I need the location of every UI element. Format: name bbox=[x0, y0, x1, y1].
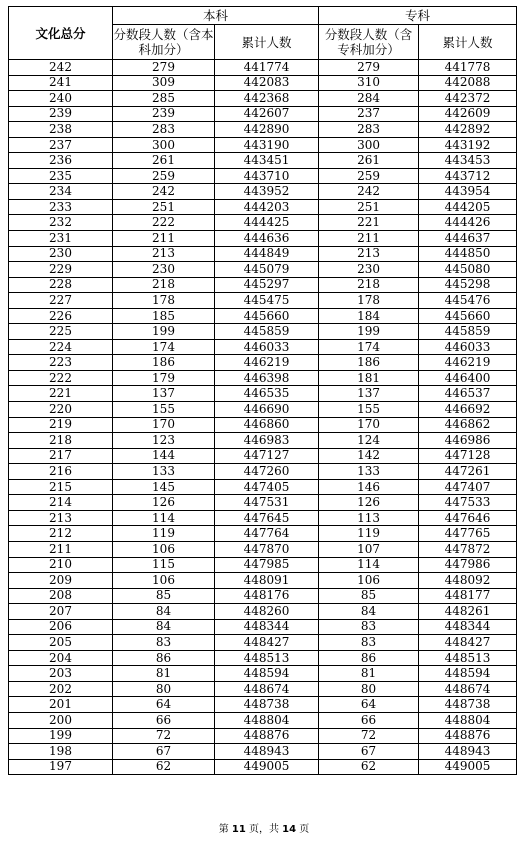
cell-vocational-count: 155 bbox=[319, 402, 419, 418]
cell-undergrad-cumulative: 447531 bbox=[215, 495, 319, 511]
cell-vocational-count: 137 bbox=[319, 386, 419, 402]
cell-undergrad-count: 66 bbox=[113, 712, 215, 728]
cell-vocational-count: 142 bbox=[319, 448, 419, 464]
cell-vocational-count: 80 bbox=[319, 681, 419, 697]
cell-vocational-count: 283 bbox=[319, 122, 419, 138]
cell-undergrad-cumulative: 446033 bbox=[215, 339, 319, 355]
cell-score: 216 bbox=[9, 464, 113, 480]
cell-undergrad-count: 186 bbox=[113, 355, 215, 371]
cell-score: 237 bbox=[9, 137, 113, 153]
cell-undergrad-cumulative: 447985 bbox=[215, 557, 319, 573]
cell-vocational-cumulative: 445298 bbox=[419, 277, 517, 293]
cell-vocational-cumulative: 448674 bbox=[419, 681, 517, 697]
cell-vocational-count: 72 bbox=[319, 728, 419, 744]
cell-undergrad-cumulative: 445859 bbox=[215, 324, 319, 340]
table-row bbox=[9, 510, 517, 526]
cell-undergrad-cumulative: 448943 bbox=[215, 744, 319, 760]
cell-undergrad-count: 239 bbox=[113, 106, 215, 122]
cell-vocational-cumulative: 445476 bbox=[419, 293, 517, 309]
cell-score: 238 bbox=[9, 122, 113, 138]
cell-vocational-cumulative: 444426 bbox=[419, 215, 517, 231]
cell-score: 212 bbox=[9, 526, 113, 542]
cell-undergrad-count: 144 bbox=[113, 448, 215, 464]
table-row bbox=[9, 293, 517, 309]
cell-undergrad-cumulative: 443451 bbox=[215, 153, 319, 169]
cell-undergrad-cumulative: 449005 bbox=[215, 759, 319, 775]
cell-vocational-cumulative: 443954 bbox=[419, 184, 517, 200]
cell-undergrad-count: 178 bbox=[113, 293, 215, 309]
table-row bbox=[9, 573, 517, 589]
cell-undergrad-count: 106 bbox=[113, 541, 215, 557]
table-row bbox=[9, 122, 517, 138]
cell-score: 240 bbox=[9, 91, 113, 107]
cell-vocational-cumulative: 447407 bbox=[419, 479, 517, 495]
cell-vocational-count: 106 bbox=[319, 573, 419, 589]
table-row bbox=[9, 153, 517, 169]
cell-vocational-cumulative: 447765 bbox=[419, 526, 517, 542]
table-row bbox=[9, 495, 517, 511]
cell-undergrad-count: 155 bbox=[113, 402, 215, 418]
cell-undergrad-count: 115 bbox=[113, 557, 215, 573]
cell-vocational-count: 133 bbox=[319, 464, 419, 480]
table-row bbox=[9, 744, 517, 760]
table-row bbox=[9, 697, 517, 713]
cell-undergrad-count: 106 bbox=[113, 573, 215, 589]
footer-total-pages: 14 bbox=[282, 824, 297, 835]
cell-undergrad-count: 242 bbox=[113, 184, 215, 200]
cell-vocational-cumulative: 442372 bbox=[419, 91, 517, 107]
cell-vocational-count: 178 bbox=[319, 293, 419, 309]
cell-vocational-cumulative: 448738 bbox=[419, 697, 517, 713]
table-row bbox=[9, 541, 517, 557]
cell-vocational-count: 62 bbox=[319, 759, 419, 775]
table-row bbox=[9, 681, 517, 697]
cell-vocational-cumulative: 447533 bbox=[419, 495, 517, 511]
header-vocational-count: 分数段人数（含专科加分） bbox=[319, 25, 419, 60]
cell-vocational-count: 242 bbox=[319, 184, 419, 200]
cell-vocational-cumulative: 443712 bbox=[419, 168, 517, 184]
table-row bbox=[9, 386, 517, 402]
cell-vocational-cumulative: 444850 bbox=[419, 246, 517, 262]
cell-score: 234 bbox=[9, 184, 113, 200]
cell-vocational-cumulative: 447986 bbox=[419, 557, 517, 573]
cell-undergrad-cumulative: 441774 bbox=[215, 60, 319, 76]
header-total-score: 文化总分 bbox=[9, 7, 113, 60]
table-row bbox=[9, 137, 517, 153]
cell-vocational-cumulative: 443453 bbox=[419, 153, 517, 169]
cell-vocational-count: 181 bbox=[319, 370, 419, 386]
cell-undergrad-count: 199 bbox=[113, 324, 215, 340]
cell-undergrad-cumulative: 442890 bbox=[215, 122, 319, 138]
cell-score: 242 bbox=[9, 60, 113, 76]
cell-vocational-count: 64 bbox=[319, 697, 419, 713]
cell-vocational-cumulative: 442892 bbox=[419, 122, 517, 138]
cell-vocational-cumulative: 441778 bbox=[419, 60, 517, 76]
cell-vocational-cumulative: 446692 bbox=[419, 402, 517, 418]
cell-undergrad-count: 84 bbox=[113, 619, 215, 635]
cell-vocational-count: 81 bbox=[319, 666, 419, 682]
cell-vocational-cumulative: 446862 bbox=[419, 417, 517, 433]
cell-score: 203 bbox=[9, 666, 113, 682]
table-row bbox=[9, 402, 517, 418]
cell-vocational-count: 84 bbox=[319, 604, 419, 620]
table-row bbox=[9, 728, 517, 744]
table-row bbox=[9, 308, 517, 324]
cell-vocational-cumulative: 445080 bbox=[419, 262, 517, 278]
cell-undergrad-count: 179 bbox=[113, 370, 215, 386]
table-row bbox=[9, 324, 517, 340]
cell-vocational-count: 107 bbox=[319, 541, 419, 557]
cell-undergrad-count: 251 bbox=[113, 199, 215, 215]
cell-undergrad-cumulative: 445660 bbox=[215, 308, 319, 324]
cell-undergrad-cumulative: 444425 bbox=[215, 215, 319, 231]
table-row bbox=[9, 604, 517, 620]
cell-undergrad-cumulative: 446535 bbox=[215, 386, 319, 402]
cell-undergrad-cumulative: 447127 bbox=[215, 448, 319, 464]
cell-vocational-cumulative: 446033 bbox=[419, 339, 517, 355]
cell-vocational-cumulative: 447646 bbox=[419, 510, 517, 526]
cell-undergrad-cumulative: 448427 bbox=[215, 635, 319, 651]
cell-score: 239 bbox=[9, 106, 113, 122]
cell-undergrad-count: 62 bbox=[113, 759, 215, 775]
cell-score: 224 bbox=[9, 339, 113, 355]
cell-undergrad-count: 64 bbox=[113, 697, 215, 713]
cell-vocational-count: 86 bbox=[319, 650, 419, 666]
cell-undergrad-count: 300 bbox=[113, 137, 215, 153]
cell-vocational-count: 85 bbox=[319, 588, 419, 604]
cell-vocational-cumulative: 446986 bbox=[419, 433, 517, 449]
table-row bbox=[9, 650, 517, 666]
cell-undergrad-cumulative: 445475 bbox=[215, 293, 319, 309]
score-table-container bbox=[8, 6, 516, 775]
cell-undergrad-cumulative: 445297 bbox=[215, 277, 319, 293]
cell-vocational-cumulative: 442088 bbox=[419, 75, 517, 91]
cell-vocational-count: 251 bbox=[319, 199, 419, 215]
cell-vocational-count: 310 bbox=[319, 75, 419, 91]
cell-undergrad-count: 185 bbox=[113, 308, 215, 324]
cell-score: 204 bbox=[9, 650, 113, 666]
cell-vocational-count: 218 bbox=[319, 277, 419, 293]
cell-undergrad-count: 123 bbox=[113, 433, 215, 449]
table-header bbox=[9, 7, 517, 60]
table-row bbox=[9, 339, 517, 355]
cell-vocational-count: 113 bbox=[319, 510, 419, 526]
cell-score: 231 bbox=[9, 231, 113, 247]
header-group-undergrad: 本科 bbox=[113, 7, 319, 25]
cell-undergrad-count: 126 bbox=[113, 495, 215, 511]
header-undergrad-cumulative: 累计人数 bbox=[215, 25, 319, 60]
footer-middle: 页，共 bbox=[245, 824, 283, 835]
cell-undergrad-count: 222 bbox=[113, 215, 215, 231]
cell-vocational-count: 199 bbox=[319, 324, 419, 340]
cell-undergrad-count: 85 bbox=[113, 588, 215, 604]
cell-undergrad-cumulative: 442368 bbox=[215, 91, 319, 107]
cell-score: 233 bbox=[9, 199, 113, 215]
cell-undergrad-cumulative: 448876 bbox=[215, 728, 319, 744]
cell-undergrad-cumulative: 446690 bbox=[215, 402, 319, 418]
table-row bbox=[9, 619, 517, 635]
cell-vocational-count: 284 bbox=[319, 91, 419, 107]
cell-vocational-count: 230 bbox=[319, 262, 419, 278]
cell-vocational-count: 146 bbox=[319, 479, 419, 495]
cell-vocational-cumulative: 445660 bbox=[419, 308, 517, 324]
table-row bbox=[9, 370, 517, 386]
cell-vocational-cumulative: 446219 bbox=[419, 355, 517, 371]
cell-vocational-count: 126 bbox=[319, 495, 419, 511]
cell-vocational-count: 83 bbox=[319, 619, 419, 635]
cell-undergrad-cumulative: 445079 bbox=[215, 262, 319, 278]
cell-vocational-count: 174 bbox=[319, 339, 419, 355]
table-row bbox=[9, 91, 517, 107]
cell-score: 220 bbox=[9, 402, 113, 418]
table-row bbox=[9, 526, 517, 542]
cell-score: 225 bbox=[9, 324, 113, 340]
cell-undergrad-count: 67 bbox=[113, 744, 215, 760]
cell-vocational-count: 221 bbox=[319, 215, 419, 231]
cell-undergrad-cumulative: 448091 bbox=[215, 573, 319, 589]
cell-undergrad-count: 114 bbox=[113, 510, 215, 526]
cell-undergrad-count: 72 bbox=[113, 728, 215, 744]
cell-score: 208 bbox=[9, 588, 113, 604]
cell-score: 197 bbox=[9, 759, 113, 775]
cell-undergrad-count: 84 bbox=[113, 604, 215, 620]
cell-vocational-cumulative: 447261 bbox=[419, 464, 517, 480]
cell-score: 226 bbox=[9, 308, 113, 324]
cell-score: 202 bbox=[9, 681, 113, 697]
cell-vocational-cumulative: 445859 bbox=[419, 324, 517, 340]
cell-vocational-count: 184 bbox=[319, 308, 419, 324]
table-body bbox=[9, 60, 517, 775]
cell-vocational-count: 83 bbox=[319, 635, 419, 651]
cell-vocational-cumulative: 448594 bbox=[419, 666, 517, 682]
cell-undergrad-count: 81 bbox=[113, 666, 215, 682]
cell-undergrad-cumulative: 447260 bbox=[215, 464, 319, 480]
cell-undergrad-count: 211 bbox=[113, 231, 215, 247]
cell-vocational-cumulative: 448427 bbox=[419, 635, 517, 651]
cell-vocational-count: 119 bbox=[319, 526, 419, 542]
cell-undergrad-count: 230 bbox=[113, 262, 215, 278]
score-distribution-table bbox=[8, 6, 517, 775]
cell-vocational-cumulative: 447128 bbox=[419, 448, 517, 464]
cell-score: 221 bbox=[9, 386, 113, 402]
table-row bbox=[9, 231, 517, 247]
cell-undergrad-count: 309 bbox=[113, 75, 215, 91]
cell-vocational-count: 259 bbox=[319, 168, 419, 184]
cell-undergrad-count: 80 bbox=[113, 681, 215, 697]
cell-undergrad-cumulative: 446983 bbox=[215, 433, 319, 449]
cell-undergrad-count: 119 bbox=[113, 526, 215, 542]
cell-undergrad-cumulative: 448738 bbox=[215, 697, 319, 713]
header-undergrad-count: 分数段人数（含本科加分） bbox=[113, 25, 215, 60]
cell-undergrad-count: 218 bbox=[113, 277, 215, 293]
cell-vocational-cumulative: 444637 bbox=[419, 231, 517, 247]
cell-undergrad-count: 137 bbox=[113, 386, 215, 402]
cell-undergrad-cumulative: 447764 bbox=[215, 526, 319, 542]
cell-score: 232 bbox=[9, 215, 113, 231]
cell-vocational-cumulative: 446537 bbox=[419, 386, 517, 402]
cell-score: 214 bbox=[9, 495, 113, 511]
cell-vocational-cumulative: 449005 bbox=[419, 759, 517, 775]
cell-undergrad-cumulative: 443190 bbox=[215, 137, 319, 153]
cell-vocational-cumulative: 442609 bbox=[419, 106, 517, 122]
cell-vocational-cumulative: 446400 bbox=[419, 370, 517, 386]
cell-undergrad-cumulative: 442607 bbox=[215, 106, 319, 122]
table-row bbox=[9, 75, 517, 91]
cell-score: 200 bbox=[9, 712, 113, 728]
cell-score: 211 bbox=[9, 541, 113, 557]
cell-vocational-count: 170 bbox=[319, 417, 419, 433]
cell-undergrad-cumulative: 443952 bbox=[215, 184, 319, 200]
cell-vocational-cumulative: 448344 bbox=[419, 619, 517, 635]
cell-vocational-count: 66 bbox=[319, 712, 419, 728]
cell-undergrad-count: 285 bbox=[113, 91, 215, 107]
cell-undergrad-cumulative: 446398 bbox=[215, 370, 319, 386]
cell-undergrad-cumulative: 448344 bbox=[215, 619, 319, 635]
cell-undergrad-count: 83 bbox=[113, 635, 215, 651]
cell-undergrad-cumulative: 448804 bbox=[215, 712, 319, 728]
table-row bbox=[9, 355, 517, 371]
table-row bbox=[9, 588, 517, 604]
cell-undergrad-cumulative: 448674 bbox=[215, 681, 319, 697]
header-group-vocational: 专科 bbox=[319, 7, 517, 25]
cell-undergrad-cumulative: 447645 bbox=[215, 510, 319, 526]
cell-score: 206 bbox=[9, 619, 113, 635]
cell-undergrad-cumulative: 448594 bbox=[215, 666, 319, 682]
table-row bbox=[9, 448, 517, 464]
cell-vocational-count: 186 bbox=[319, 355, 419, 371]
cell-score: 229 bbox=[9, 262, 113, 278]
cell-score: 235 bbox=[9, 168, 113, 184]
cell-score: 219 bbox=[9, 417, 113, 433]
cell-score: 198 bbox=[9, 744, 113, 760]
table-row bbox=[9, 215, 517, 231]
cell-undergrad-cumulative: 448260 bbox=[215, 604, 319, 620]
cell-undergrad-count: 261 bbox=[113, 153, 215, 169]
cell-score: 241 bbox=[9, 75, 113, 91]
table-row bbox=[9, 168, 517, 184]
header-vocational-cumulative: 累计人数 bbox=[419, 25, 517, 60]
cell-undergrad-count: 213 bbox=[113, 246, 215, 262]
cell-undergrad-cumulative: 447405 bbox=[215, 479, 319, 495]
cell-vocational-cumulative: 447872 bbox=[419, 541, 517, 557]
table-row bbox=[9, 635, 517, 651]
table-row bbox=[9, 759, 517, 775]
table-row bbox=[9, 184, 517, 200]
table-row bbox=[9, 433, 517, 449]
cell-score: 199 bbox=[9, 728, 113, 744]
cell-vocational-count: 124 bbox=[319, 433, 419, 449]
cell-undergrad-count: 170 bbox=[113, 417, 215, 433]
cell-score: 215 bbox=[9, 479, 113, 495]
cell-score: 223 bbox=[9, 355, 113, 371]
footer-current-page: 11 bbox=[231, 824, 246, 835]
cell-score: 209 bbox=[9, 573, 113, 589]
cell-vocational-count: 279 bbox=[319, 60, 419, 76]
cell-vocational-cumulative: 448092 bbox=[419, 573, 517, 589]
table-row bbox=[9, 479, 517, 495]
cell-undergrad-cumulative: 448176 bbox=[215, 588, 319, 604]
table-row bbox=[9, 712, 517, 728]
table-row bbox=[9, 106, 517, 122]
cell-undergrad-cumulative: 446219 bbox=[215, 355, 319, 371]
cell-vocational-cumulative: 443192 bbox=[419, 137, 517, 153]
cell-undergrad-cumulative: 444636 bbox=[215, 231, 319, 247]
cell-score: 228 bbox=[9, 277, 113, 293]
cell-vocational-count: 213 bbox=[319, 246, 419, 262]
cell-vocational-count: 237 bbox=[319, 106, 419, 122]
table-row bbox=[9, 417, 517, 433]
cell-score: 236 bbox=[9, 153, 113, 169]
table-row bbox=[9, 60, 517, 76]
cell-undergrad-cumulative: 442083 bbox=[215, 75, 319, 91]
cell-score: 230 bbox=[9, 246, 113, 262]
cell-vocational-cumulative: 448804 bbox=[419, 712, 517, 728]
table-row bbox=[9, 557, 517, 573]
cell-vocational-count: 261 bbox=[319, 153, 419, 169]
cell-undergrad-cumulative: 448513 bbox=[215, 650, 319, 666]
cell-undergrad-count: 283 bbox=[113, 122, 215, 138]
cell-vocational-count: 67 bbox=[319, 744, 419, 760]
cell-score: 213 bbox=[9, 510, 113, 526]
cell-vocational-cumulative: 448177 bbox=[419, 588, 517, 604]
cell-undergrad-count: 133 bbox=[113, 464, 215, 480]
cell-vocational-count: 211 bbox=[319, 231, 419, 247]
cell-undergrad-cumulative: 446860 bbox=[215, 417, 319, 433]
cell-undergrad-count: 145 bbox=[113, 479, 215, 495]
cell-score: 205 bbox=[9, 635, 113, 651]
table-row bbox=[9, 246, 517, 262]
table-row bbox=[9, 262, 517, 278]
cell-undergrad-cumulative: 444203 bbox=[215, 199, 319, 215]
cell-undergrad-count: 279 bbox=[113, 60, 215, 76]
cell-undergrad-cumulative: 444849 bbox=[215, 246, 319, 262]
table-row bbox=[9, 199, 517, 215]
cell-vocational-count: 114 bbox=[319, 557, 419, 573]
cell-vocational-cumulative: 444205 bbox=[419, 199, 517, 215]
cell-vocational-cumulative: 448943 bbox=[419, 744, 517, 760]
table-row bbox=[9, 277, 517, 293]
cell-score: 217 bbox=[9, 448, 113, 464]
footer-suffix: 页 bbox=[296, 824, 310, 835]
table-row bbox=[9, 666, 517, 682]
cell-vocational-cumulative: 448513 bbox=[419, 650, 517, 666]
cell-undergrad-cumulative: 443710 bbox=[215, 168, 319, 184]
cell-undergrad-count: 259 bbox=[113, 168, 215, 184]
cell-score: 207 bbox=[9, 604, 113, 620]
cell-undergrad-count: 174 bbox=[113, 339, 215, 355]
footer-prefix: 第 bbox=[218, 824, 232, 835]
cell-score: 218 bbox=[9, 433, 113, 449]
cell-undergrad-cumulative: 447870 bbox=[215, 541, 319, 557]
cell-vocational-cumulative: 448876 bbox=[419, 728, 517, 744]
cell-score: 227 bbox=[9, 293, 113, 309]
cell-vocational-count: 300 bbox=[319, 137, 419, 153]
cell-vocational-cumulative: 448261 bbox=[419, 604, 517, 620]
cell-score: 201 bbox=[9, 697, 113, 713]
cell-score: 222 bbox=[9, 370, 113, 386]
cell-score: 210 bbox=[9, 557, 113, 573]
page-footer bbox=[0, 820, 528, 835]
table-row bbox=[9, 464, 517, 480]
cell-undergrad-count: 86 bbox=[113, 650, 215, 666]
